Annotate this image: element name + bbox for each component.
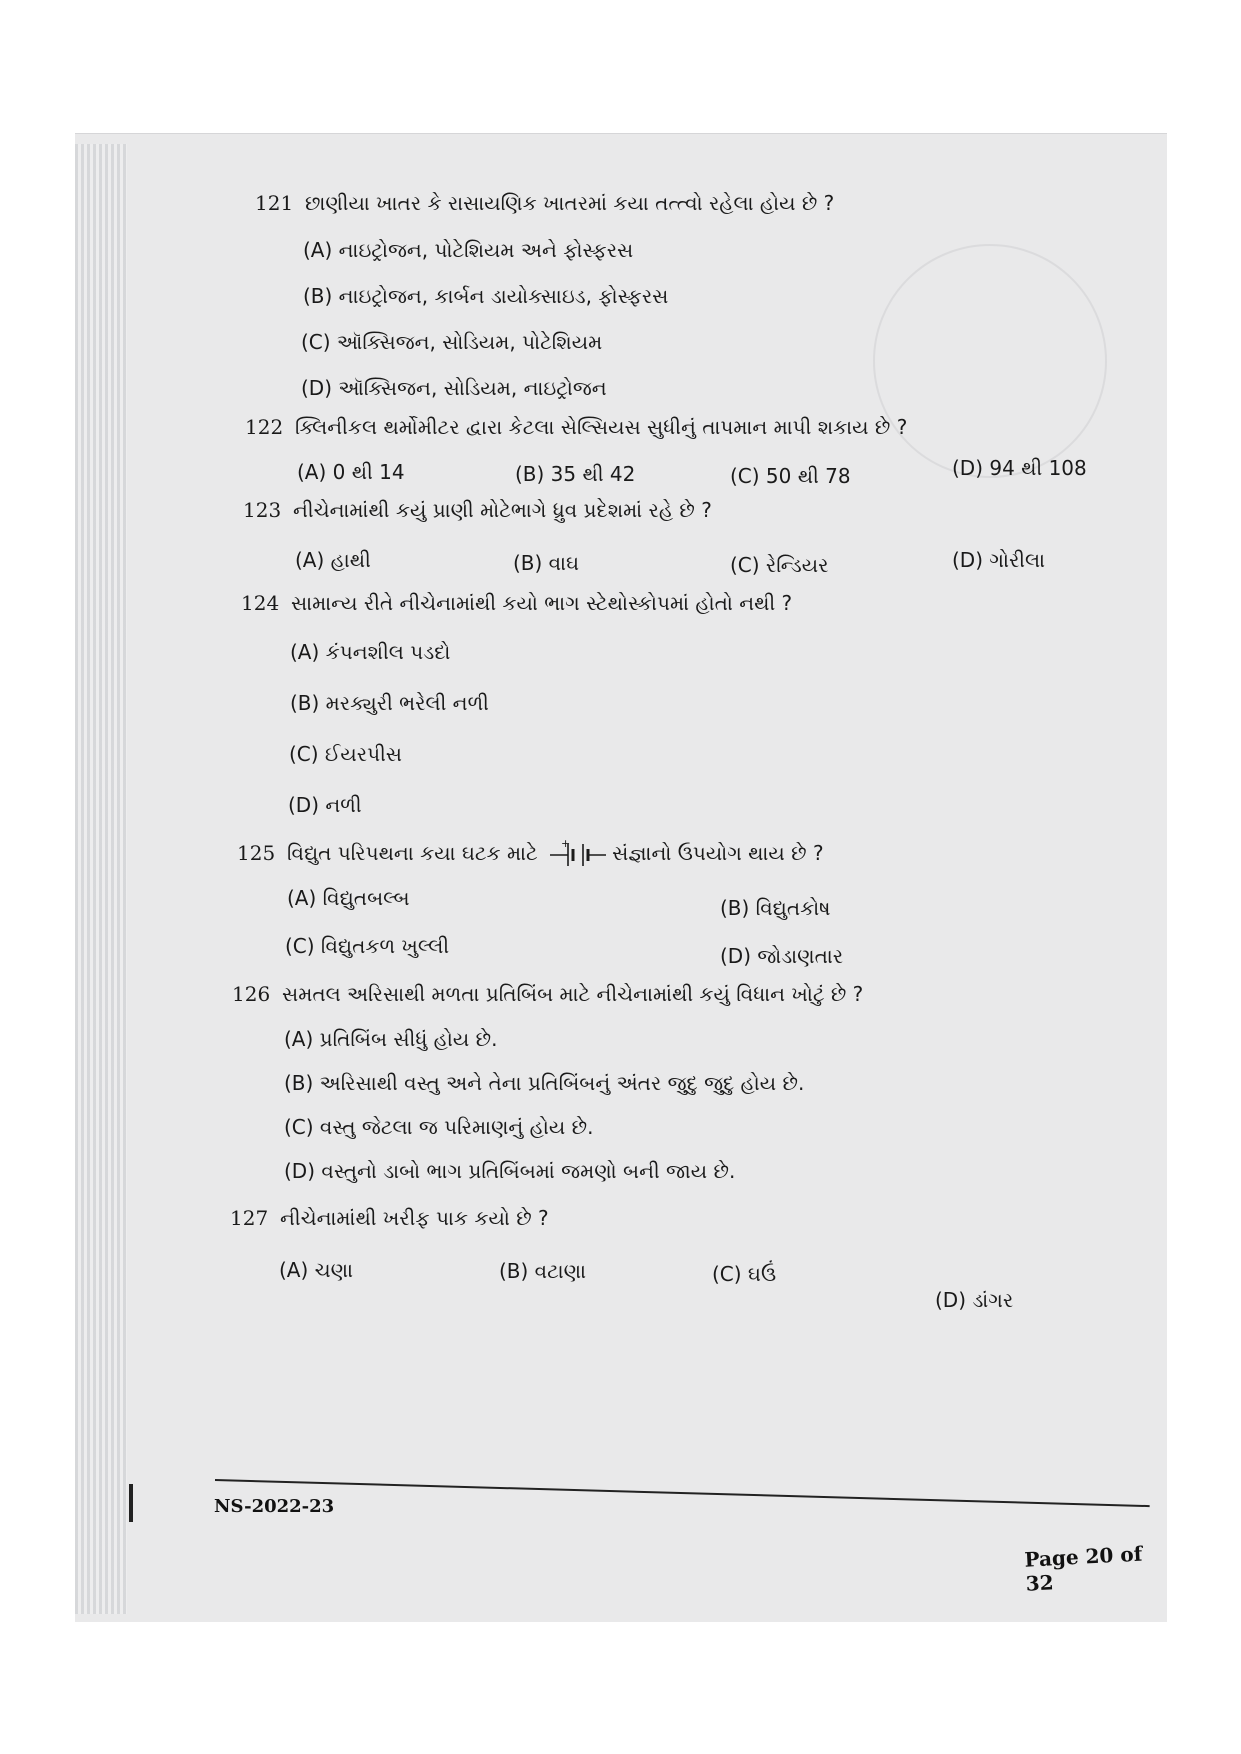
question-text: નીચેનામાંથી ખરીફ પાક કયો છે ?: [280, 1206, 549, 1230]
option-126-a: (A) પ્રતિબિંબ સીધું હોય છે.: [284, 1027, 498, 1051]
option-126-c: (C) વસ્તુ જેટલા જ પરિમાણનું હોય છે.: [284, 1115, 594, 1139]
option-121-d: (D) ઑક્સિજન, સોડિયમ, નાઇટ્રોજન: [301, 376, 607, 400]
question-number: 126: [232, 982, 271, 1006]
question-126: [232, 982, 863, 1006]
option-123-d: (D) ગોરીલા: [952, 548, 1046, 572]
question-number: 124: [241, 591, 280, 615]
option-123-c: (C) રેન્ડિયર: [730, 553, 829, 577]
question-text-after: સંજ્ઞાનો ઉપયોગ થાય છે ?: [612, 841, 824, 865]
option-122-b: (B) 35 થી 42: [515, 462, 636, 486]
question-text: સમતલ અરિસાથી મળતા પ્રતિબિંબ માટે નીચેનામાંથી કયું વિધાન ખોટું છે ?: [282, 982, 864, 1006]
option-125-c: (C) વિદ્યુતકળ ખુલ્લી: [285, 934, 450, 958]
question-text: ક્લિનીકલ થર્મોમીટર દ્વારા કેટલા સેલ્સિયસ સુધીનું તાપમાન માપી શકાય છે ?: [295, 415, 908, 439]
question-number: 127: [230, 1206, 269, 1230]
question-number: 123: [243, 498, 282, 522]
option-126-d: (D) વસ્તુનો ડાબો ભાગ પ્રતિબિંબમાં જમણો બની જાય છે.: [284, 1159, 736, 1183]
option-121-a: (A) નાઇટ્રોજન, પોટેશિયમ અને ફોસ્ફરસ: [303, 238, 634, 262]
option-124-b: (B) મરક્યુરી ભરેલી નળી: [290, 691, 489, 715]
question-125: [237, 837, 824, 872]
option-122-a: (A) 0 થી 14: [297, 460, 405, 484]
option-122-c: (C) 50 થી 78: [730, 464, 851, 488]
question-number: 121: [255, 191, 294, 215]
stacked-page-edges: [75, 144, 127, 1614]
question-text: સામાન્ય રીતે નીચેનામાંથી કયો ભાગ સ્ટેથોસ્કોપમાં હોતો નથી ?: [291, 591, 793, 615]
question-text-before: વિદ્યુત પરિપથના કયા ઘટક માટે: [287, 841, 538, 865]
option-124-a: (A) કંપનશીલ પડદો: [290, 640, 451, 664]
option-121-b: (B) નાઇટ્રોજન, કાર્બન ડાયોક્સાઇડ, ફોસ્ફરસ: [303, 284, 669, 308]
option-122-d: (D) 94 થી 108: [952, 456, 1087, 480]
margin-mark: [129, 1484, 133, 1522]
question-text: નીચેનામાંથી કયું પ્રાણી મોટેભાગે ધ્રુવ પ્રદેશમાં રહે છે ?: [293, 498, 712, 522]
option-127-b: (B) વટાણા: [499, 1259, 587, 1283]
cell-plus-sign: +: [561, 837, 571, 850]
option-123-a: (A) હાથી: [295, 548, 371, 572]
option-121-c: (C) ઑક્સિજન, સોડિયમ, પોટેશિયમ: [301, 330, 603, 354]
option-124-c: (C) ઈયરપીસ: [289, 742, 402, 766]
cell-symbol-icon: [548, 837, 608, 872]
question-number: 125: [237, 841, 276, 865]
question-122: [245, 415, 907, 439]
option-127-d: (D) ડાંગર: [935, 1288, 1014, 1312]
option-126-b: (B) અરિસાથી વસ્તુ અને તેના પ્રતિબિંબનું અંતર જુદુ જુદુ હોય છે.: [284, 1071, 805, 1095]
question-text: છાણીયા ખાતર કે રાસાયણિક ખાતરમાં કયા તત્ત્વો રહેલા હોય છે ?: [305, 191, 835, 215]
question-124: [241, 591, 792, 615]
option-124-d: (D) નળી: [288, 793, 362, 817]
question-number: 122: [245, 415, 284, 439]
question-121: [255, 191, 834, 215]
paper-code: NS-2022-23: [214, 1496, 335, 1517]
page-number: Page 20 of 32: [1023, 1541, 1143, 1596]
question-127: [230, 1206, 549, 1230]
bleed-through-pie-chart: [873, 244, 1107, 478]
option-123-b: (B) વાઘ: [513, 551, 580, 575]
option-125-b: (B) વિદ્યુતકોષ: [720, 896, 831, 920]
option-125-d: (D) જોડાણતાર: [720, 944, 844, 968]
exam-page: [75, 133, 1167, 1622]
option-127-a: (A) ચણા: [279, 1258, 353, 1282]
option-125-a: (A) વિદ્યુતબલ્બ: [287, 886, 410, 910]
option-127-c: (C) ઘઉં: [712, 1262, 777, 1286]
question-123: [243, 498, 712, 522]
footer-divider: [215, 1479, 1150, 1507]
